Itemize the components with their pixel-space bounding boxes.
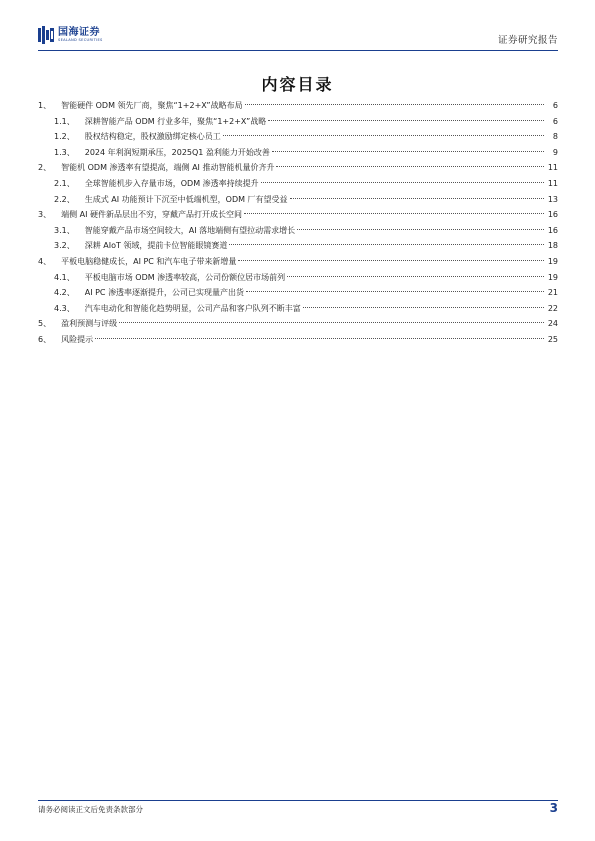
toc-entry-number: 1、	[38, 101, 52, 110]
toc-entry[interactable]	[38, 192, 558, 208]
toc-entry[interactable]	[38, 145, 558, 161]
toc-entry-page: 9	[552, 147, 558, 157]
toc-entry[interactable]	[38, 129, 558, 145]
toc-entry[interactable]	[38, 223, 558, 239]
toc-entry[interactable]	[38, 160, 558, 176]
toc-entry-number: 2.1、	[54, 178, 75, 188]
toc-leader-dots	[297, 229, 544, 230]
toc-entry-title: 股权结构稳定，股权激励绑定核心员工	[84, 132, 221, 142]
page-title: 内容目录	[261, 75, 334, 94]
toc-entry-page: 21	[547, 288, 558, 298]
toc-entry-title: 深耕 AIoT 领域，提前卡位智能眼镜赛道	[84, 241, 228, 251]
toc-entry-title: 智能硬件 ODM 领先厂商，聚焦“1+2+X”战略布局	[61, 101, 243, 110]
footer-divider	[38, 800, 558, 801]
toc-leader-dots	[268, 120, 544, 121]
toc-entry-number: 1.2、	[54, 132, 75, 142]
toc-entry-page: 25	[547, 334, 558, 344]
toc-entry-page: 22	[547, 303, 558, 313]
toc-leader-dots	[290, 198, 544, 199]
toc-leader-dots	[261, 182, 544, 183]
toc-entry[interactable]	[38, 285, 558, 301]
toc-entry[interactable]	[38, 238, 558, 254]
toc-entry-number: 3.2、	[54, 241, 75, 251]
toc-entry-title: 端侧 AI 硬件新品层出不穷，穿戴产品打开成长空间	[61, 210, 243, 220]
logo-chinese-name: 国海证券	[58, 27, 100, 38]
toc-entry-title: 智能穿戴产品市场空间较大，AI 落地端侧有望拉动需求增长	[84, 225, 296, 235]
toc-leader-dots	[119, 322, 544, 323]
toc-entry-number: 2.2、	[54, 194, 75, 204]
toc-entry[interactable]	[38, 270, 558, 286]
toc-entry[interactable]	[38, 98, 558, 114]
toc-entry-title: 平板电脑市场 ODM 渗透率较高，公司份额位居市场前列	[84, 272, 286, 282]
toc-entry-title: 全球智能机步入存量市场，ODM 渗透率持续提升	[84, 178, 259, 188]
toc-entry-number: 1.3、	[54, 147, 75, 157]
sealand-logo-icon	[38, 26, 54, 44]
disclaimer-note: 请务必阅读正文后免责条款部分	[38, 805, 143, 814]
toc-entry-page: 19	[547, 272, 558, 282]
toc-entry-number: 2、	[38, 163, 52, 173]
toc-entry[interactable]	[38, 301, 558, 317]
toc-entry-number: 1.1、	[54, 116, 75, 126]
toc-entry-title: 2024 年利润短期承压，2025Q1 盈利能力开始改善	[84, 147, 270, 157]
toc-entry-number: 3.1、	[54, 225, 75, 235]
toc-entry[interactable]	[38, 316, 558, 332]
toc-leader-dots	[238, 260, 544, 261]
toc-entry-page: 6	[552, 116, 558, 126]
toc-entry-page: 11	[547, 178, 558, 188]
toc-entry-number: 4.3、	[54, 303, 75, 313]
toc-entry-title: 平板电脑稳健成长，AI PC 和汽车电子带来新增量	[61, 256, 237, 266]
toc-entry-title: 生成式 AI 功能预计下沉至中低端机型，ODM 厂有望受益	[84, 194, 288, 204]
toc-entry-number: 5、	[38, 319, 52, 329]
toc-entry-page: 19	[547, 256, 558, 266]
toc-entry-page: 16	[547, 225, 558, 235]
toc-leader-dots	[272, 151, 544, 152]
toc-entry-number: 4.1、	[54, 272, 75, 282]
toc-leader-dots	[223, 135, 544, 136]
page-number: 3	[549, 801, 558, 815]
toc-entry[interactable]	[38, 332, 558, 348]
report-type-label: 证券研究报告	[497, 35, 558, 46]
toc-entry[interactable]	[38, 254, 558, 270]
toc-leader-dots	[276, 166, 544, 167]
toc-entry-title: 智能机 ODM 渗透率有望提高，端侧 AI 推动智能机量价齐升	[61, 163, 275, 173]
page-header	[38, 26, 558, 50]
toc-entry-page: 16	[547, 210, 558, 220]
toc-entry[interactable]	[38, 114, 558, 130]
toc-entry-number: 3、	[38, 210, 52, 220]
toc-entry-page: 24	[547, 319, 558, 329]
toc-entry-title: 汽车电动化和智能化趋势明显，公司产品和客户队列不断丰富	[84, 303, 301, 313]
table-of-contents	[38, 98, 558, 348]
toc-leader-dots	[245, 104, 544, 105]
toc-entry-page: 13	[547, 194, 558, 204]
logo-english-name: SEALAND SECURITIES	[58, 38, 103, 42]
toc-leader-dots	[229, 244, 544, 245]
toc-entry-page: 18	[547, 241, 558, 251]
header-divider	[38, 50, 558, 51]
toc-entry-number: 4.2、	[54, 288, 75, 298]
toc-entry-page: 6	[552, 101, 558, 110]
toc-entry-title: 风险提示	[61, 334, 94, 344]
toc-entry-number: 6、	[38, 334, 52, 344]
toc-entry[interactable]	[38, 207, 558, 223]
toc-entry-page: 8	[552, 132, 558, 142]
toc-entry-number: 4、	[38, 256, 52, 266]
toc-entry-page: 11	[547, 163, 558, 173]
toc-leader-dots	[244, 213, 544, 214]
toc-leader-dots	[287, 276, 544, 277]
toc-entry-title: 盈利预测与评级	[61, 319, 118, 329]
toc-entry-title: AI PC 渗透率逐渐提升，公司已实现量产出货	[84, 288, 245, 298]
company-logo	[38, 26, 103, 44]
toc-leader-dots	[95, 338, 544, 339]
toc-entry[interactable]	[38, 176, 558, 192]
toc-leader-dots	[303, 307, 544, 308]
toc-leader-dots	[246, 291, 544, 292]
toc-entry-title: 深耕智能产品 ODM 行业多年，聚焦“1+2+X”战略	[84, 116, 267, 126]
